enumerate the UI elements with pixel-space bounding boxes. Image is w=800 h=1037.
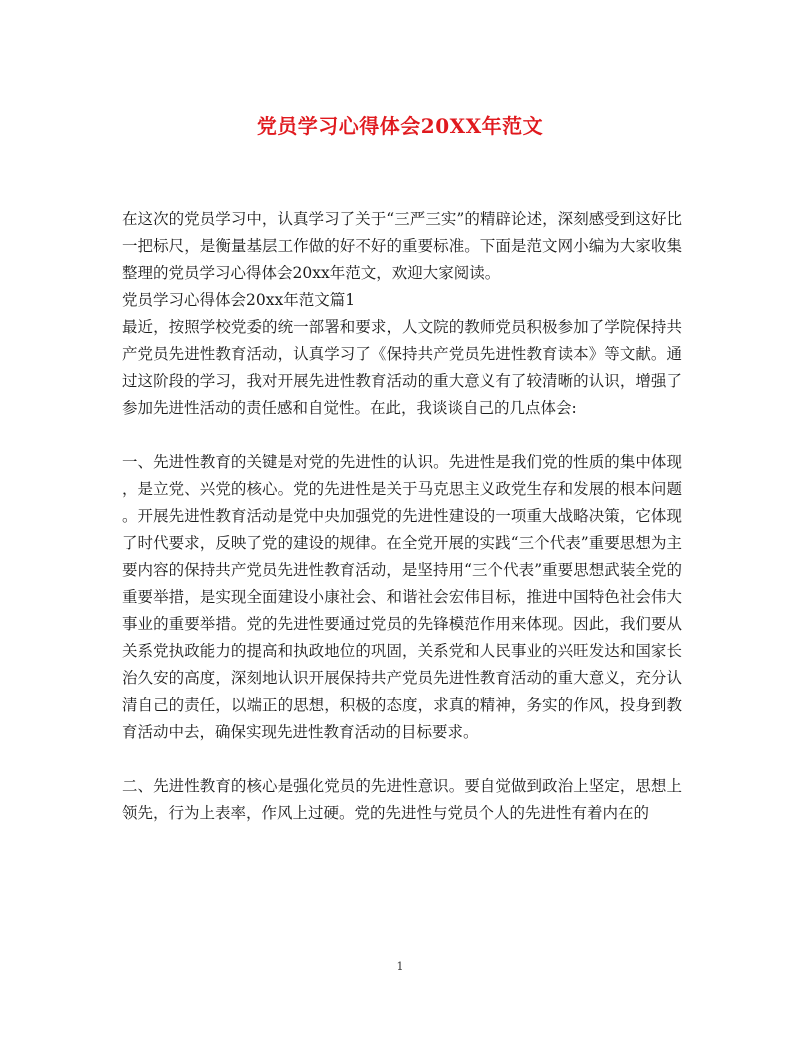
section-heading: 党员学习心得体会20xx年范文篇1 xyxy=(122,291,356,309)
document-body xyxy=(122,206,682,827)
paragraph-spacer xyxy=(122,746,682,773)
paragraph-point-one: 一、先进性教育的关键是对党的先进性的认识。先进性是我们党的性质的集中体现，是立党、兴党的核心。党的先进性是关于马克思主义政党生存和发展的根本问题。开展先进性教育活动是党中央加强党的先进性建设的一项重大战略决策，它体现了时代要求，反映了党的建设的规律。在全党开展的实践“三个代表”重要思想为主要内容的保持共产党员先进性教育活动，是坚持用“三个代表”重要思想武装全党的重要举措，是实现全面建设小康社会、和谐社会宏伟目标，推进中国特色社会伟大事业的重要举措。党的先进性要通过党员的先锋模范作用来体现。因此，我们要从关系党执政能力的提高和执政地位的巩固，关系党和人民事业的兴旺发达和国家长治久安的高度，深刻地认识开展保持共产党员先进性教育活动的重大意义，充分认清自己的责任，以端正的思想，积极的态度，求真的精神，务实的作风，投身到教育活动中去，确保实现先进性教育活动的目标要求。 xyxy=(122,453,682,741)
paragraph-spacer xyxy=(122,422,682,449)
intro-paragraph: 在这次的党员学习中，认真学习了关于“三严三实”的精辟论述，深刻感受到这好比一把标尺，是衡量基层工作做的好不好的重要标准。下面是范文网小编为大家收集整理的党员学习心得体会20xx年范文，欢迎大家阅读。 xyxy=(122,210,682,282)
page-number: 1 xyxy=(396,960,404,973)
document-title: 党员学习心得体会20XX年范文 xyxy=(256,114,544,138)
paragraph-point-two: 二、先进性教育的核心是强化党员的先进性意识。要自觉做到政治上坚定，思想上领先，行为上表率，作风上过硬。党的先进性与党员个人的先进性有着内在的 xyxy=(122,777,682,822)
paragraph-opening: 最近，按照学校党委的统一部署和要求，人文院的教师党员积极参加了学院保持共产党员先进性教育活动，认真学习了《保持共产党员先进性教育读本》等文献。通过这阶段的学习，我对开展先进性教育活动的重大意义有了较清晰的认识，增强了参加先进性活动的责任感和自觉性。在此，我谈谈自己的几点体会: xyxy=(122,318,682,417)
